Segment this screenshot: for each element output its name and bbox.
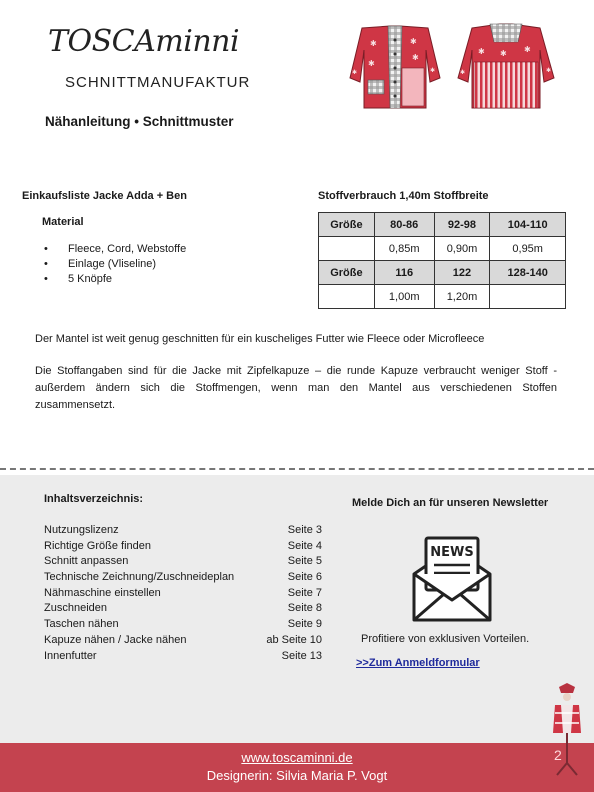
svg-text:✱: ✱ — [524, 45, 531, 54]
logo-script-text: TOSCAminni — [48, 24, 240, 59]
material-list — [44, 242, 186, 287]
toc-item-page: ab Seite 10 — [266, 633, 322, 646]
svg-text:✱: ✱ — [460, 70, 466, 76]
table-cell: 80-86 — [374, 213, 434, 237]
table-cell: 1,20m — [434, 285, 490, 309]
footer-website-link[interactable]: www.toscaminni.de — [241, 750, 353, 765]
toc-item[interactable] — [44, 523, 322, 539]
toc-item-label: Taschen nähen — [44, 618, 119, 631]
toc-item[interactable] — [44, 554, 322, 570]
toc-item-label: Richtige Größe finden — [44, 539, 151, 552]
page-number: 2 — [554, 747, 562, 763]
toc-item-page: Seite 6 — [287, 571, 322, 584]
svg-text:✱: ✱ — [352, 70, 358, 76]
toc-item-label: Innenfutter — [44, 649, 97, 662]
toc-item-label: Nähmaschine einstellen — [44, 586, 161, 599]
toc-item[interactable] — [44, 570, 322, 586]
footer-bar — [0, 743, 594, 792]
table-cell: 122 — [434, 261, 490, 285]
toc-item[interactable] — [44, 649, 322, 665]
mannequin-icon — [549, 683, 585, 779]
shopping-list-title: Einkaufsliste Jacke Adda + Ben — [22, 190, 187, 202]
table-cell: 1,00m — [374, 285, 434, 309]
toc-item-page: Seite 3 — [287, 524, 322, 536]
svg-text:✱: ✱ — [370, 39, 377, 48]
jacket-front-drawing — [350, 26, 440, 108]
toc-item-label: Schnitt anpassen — [44, 555, 129, 568]
table-cell: 104-110 — [490, 213, 566, 237]
brand-logo — [48, 24, 251, 100]
svg-text:✱: ✱ — [546, 68, 552, 74]
material-item: • 5 Knöpfe — [44, 272, 186, 287]
toc-item-page: Seite 7 — [287, 586, 322, 599]
newsletter-envelope-icon — [408, 534, 496, 624]
table-row — [319, 213, 566, 237]
table-cell: 0,90m — [434, 237, 490, 261]
table-row — [319, 261, 566, 285]
svg-text:✱: ✱ — [368, 59, 375, 68]
news-icon-text: NEWS — [430, 545, 474, 560]
table-cell: 0,85m — [374, 237, 434, 261]
table-cell: 0,95m — [490, 237, 566, 261]
fabric-consumption-table — [318, 212, 566, 309]
toc-item[interactable] — [44, 601, 322, 617]
table-cell — [319, 237, 375, 261]
toc-item-label: Kapuze nähen / Jacke nähen — [44, 633, 187, 646]
toc-item[interactable] — [44, 586, 322, 602]
jacket-back-drawing — [458, 24, 554, 108]
document-subtitle: Nähanleitung • Schnittmuster — [45, 114, 234, 129]
dashed-divider — [0, 468, 594, 470]
table-cell: Größe — [319, 213, 375, 237]
logo-subtitle: SCHNITTMANUFAKTUR — [65, 74, 251, 91]
table-cell: 116 — [374, 261, 434, 285]
toc-title: Inhaltsverzeichnis: — [44, 493, 144, 505]
body-paragraph: Der Mantel ist weit genug geschnitten für ein kuscheliges Futter wie Fleece oder Microfleece — [35, 333, 485, 345]
toc-item[interactable] — [44, 633, 322, 649]
toc-item-page: Seite 5 — [287, 555, 322, 568]
newsletter-title: Melde Dich an für unseren Newsletter — [352, 497, 549, 509]
toc-item-label: Nutzungslizenz — [44, 524, 119, 536]
toc-item-label: Zuschneiden — [44, 602, 107, 615]
footer-designer: Designerin: Silvia Maria P. Vogt — [206, 768, 388, 783]
material-item: • Einlage (Vliseline) — [44, 257, 186, 272]
toc-item[interactable] — [44, 539, 322, 555]
table-row — [319, 285, 566, 309]
svg-text:✱: ✱ — [412, 53, 419, 62]
table-of-contents — [44, 523, 322, 664]
body-paragraph: Die Stoffangaben sind für die Jacke mit Zipfelkapuze – die runde Kapuze verbraucht weniger Stoff - außerdem ändern sich die Stoffmengen, wenn man den Mantel aus verschiedenen Stoffen zusammensetzt. — [35, 365, 557, 411]
toc-item-label: Technische Zeichnung/Zuschneideplan — [44, 571, 235, 584]
jacket-illustrations — [340, 20, 566, 112]
toc-item-page: Seite 4 — [287, 539, 322, 552]
table-row — [319, 237, 566, 261]
toc-item-page: Seite 13 — [281, 649, 322, 662]
toc-item-page: Seite 9 — [287, 618, 322, 631]
svg-text:✱: ✱ — [478, 47, 485, 56]
table-cell — [319, 285, 375, 309]
table-cell: 92-98 — [434, 213, 490, 237]
table-cell: 128-140 — [490, 261, 566, 285]
newsletter-text: Profitiere von exklusiven Vorteilen. — [361, 633, 530, 645]
svg-text:✱: ✱ — [410, 37, 417, 46]
toc-item-page: Seite 8 — [287, 602, 322, 615]
fabric-consumption-title: Stoffverbrauch 1,40m Stoffbreite — [318, 190, 489, 202]
svg-text:✱: ✱ — [500, 49, 507, 58]
material-heading: Material — [42, 216, 84, 228]
table-cell: Größe — [319, 261, 375, 285]
table-cell — [490, 285, 566, 309]
svg-text:✱: ✱ — [430, 68, 436, 74]
newsletter-signup-link[interactable]: >>Zum Anmeldformular — [356, 657, 480, 669]
material-item: • Fleece, Cord, Webstoffe — [44, 242, 186, 257]
toc-item[interactable] — [44, 617, 322, 633]
